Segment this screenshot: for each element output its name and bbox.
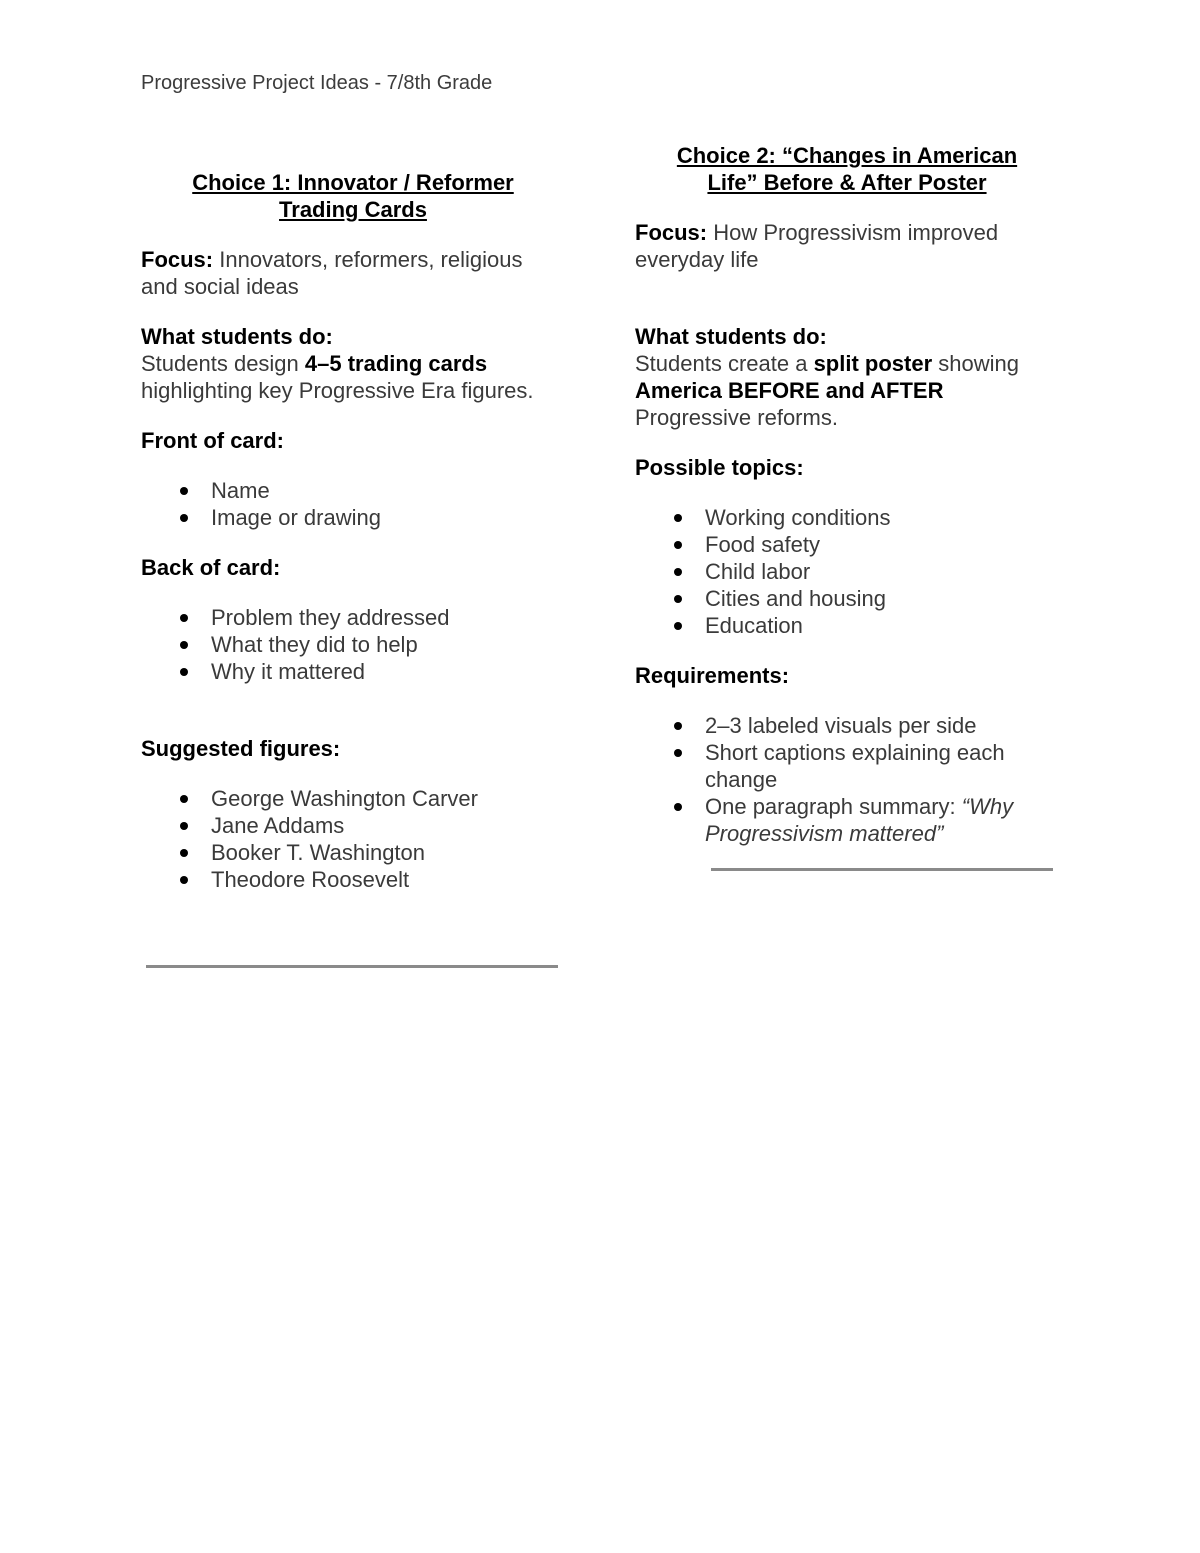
focus-label: Focus:: [141, 247, 214, 272]
choice-1-section: [141, 169, 561, 893]
divider-line-1: [146, 965, 558, 968]
list-item: Child labor: [635, 558, 1065, 585]
list-item: Jane Addams: [141, 812, 561, 839]
list-item: Cities and housing: [635, 585, 1065, 612]
list-item: Booker T. Washington: [141, 839, 561, 866]
suggested-figures-label: Suggested figures:: [141, 736, 341, 761]
list-item: Problem they addressed: [141, 604, 561, 631]
choice-2-title-line-2: Life” Before & After Poster: [707, 170, 987, 195]
choice-1-focus: [141, 246, 561, 300]
what-text-a: Students design: [141, 351, 305, 376]
what-text-c: Progressive reforms.: [635, 405, 838, 430]
what-text-b: highlighting key Progressive Era figures.: [141, 378, 534, 403]
what-bold-a: split poster: [813, 351, 933, 376]
choice-1-title-line-2: Trading Cards: [279, 197, 427, 222]
choice-2-what-text: [635, 350, 1065, 431]
back-of-card-list: [141, 604, 561, 685]
choice-2-title-line-1: Choice 2: “Changes in American: [676, 143, 1018, 168]
list-item: Why it mattered: [141, 658, 561, 685]
what-text-b: showing: [932, 351, 1019, 376]
choice-1-what-text: [141, 350, 561, 404]
what-students-do-label: What students do:: [141, 324, 333, 349]
list-item: Image or drawing: [141, 504, 561, 531]
choice-1-title-line-1: Choice 1: Innovator / Reformer: [192, 170, 514, 195]
possible-topics-list: [635, 504, 1065, 639]
choice-2-section: [635, 142, 1065, 847]
front-of-card-label: Front of card:: [141, 428, 284, 453]
list-item: Short captions explaining each change: [635, 739, 1065, 793]
list-item: Theodore Roosevelt: [141, 866, 561, 893]
list-item: George Washington Carver: [141, 785, 561, 812]
choice-2-focus: [635, 219, 1065, 273]
list-item: Food safety: [635, 531, 1065, 558]
list-item: Working conditions: [635, 504, 1065, 531]
back-of-card-label: Back of card:: [141, 555, 281, 580]
possible-topics-label: Possible topics:: [635, 455, 804, 480]
list-item: 2–3 labeled visuals per side: [635, 712, 1065, 739]
page-header: Progressive Project Ideas - 7/8th Grade: [141, 72, 493, 94]
summary-italic: “Why Progressivism mattered”: [705, 794, 1014, 846]
choice-2-title: [635, 142, 1059, 196]
requirements-list: [635, 712, 1065, 847]
what-bold-b: America BEFORE and AFTER: [635, 378, 944, 403]
choice-1-title: [141, 169, 565, 223]
divider-line-2: [711, 868, 1053, 871]
focus-text: How Progressivism improved everyday life: [635, 220, 999, 272]
focus-label: Focus:: [635, 220, 708, 245]
focus-text: Innovators, reformers, religious and social ideas: [141, 247, 523, 299]
list-item: One paragraph summary: “Why Progressivism mattered”: [635, 793, 1065, 847]
front-of-card-list: [141, 477, 561, 531]
what-students-do-label: What students do:: [635, 324, 827, 349]
list-item: Education: [635, 612, 1065, 639]
suggested-figures-list: [141, 785, 561, 893]
list-item: What they did to help: [141, 631, 561, 658]
requirements-label: Requirements:: [635, 663, 790, 688]
what-bold: 4–5 trading cards: [304, 351, 488, 376]
what-text-a: Students create a: [635, 351, 814, 376]
list-item: Name: [141, 477, 561, 504]
